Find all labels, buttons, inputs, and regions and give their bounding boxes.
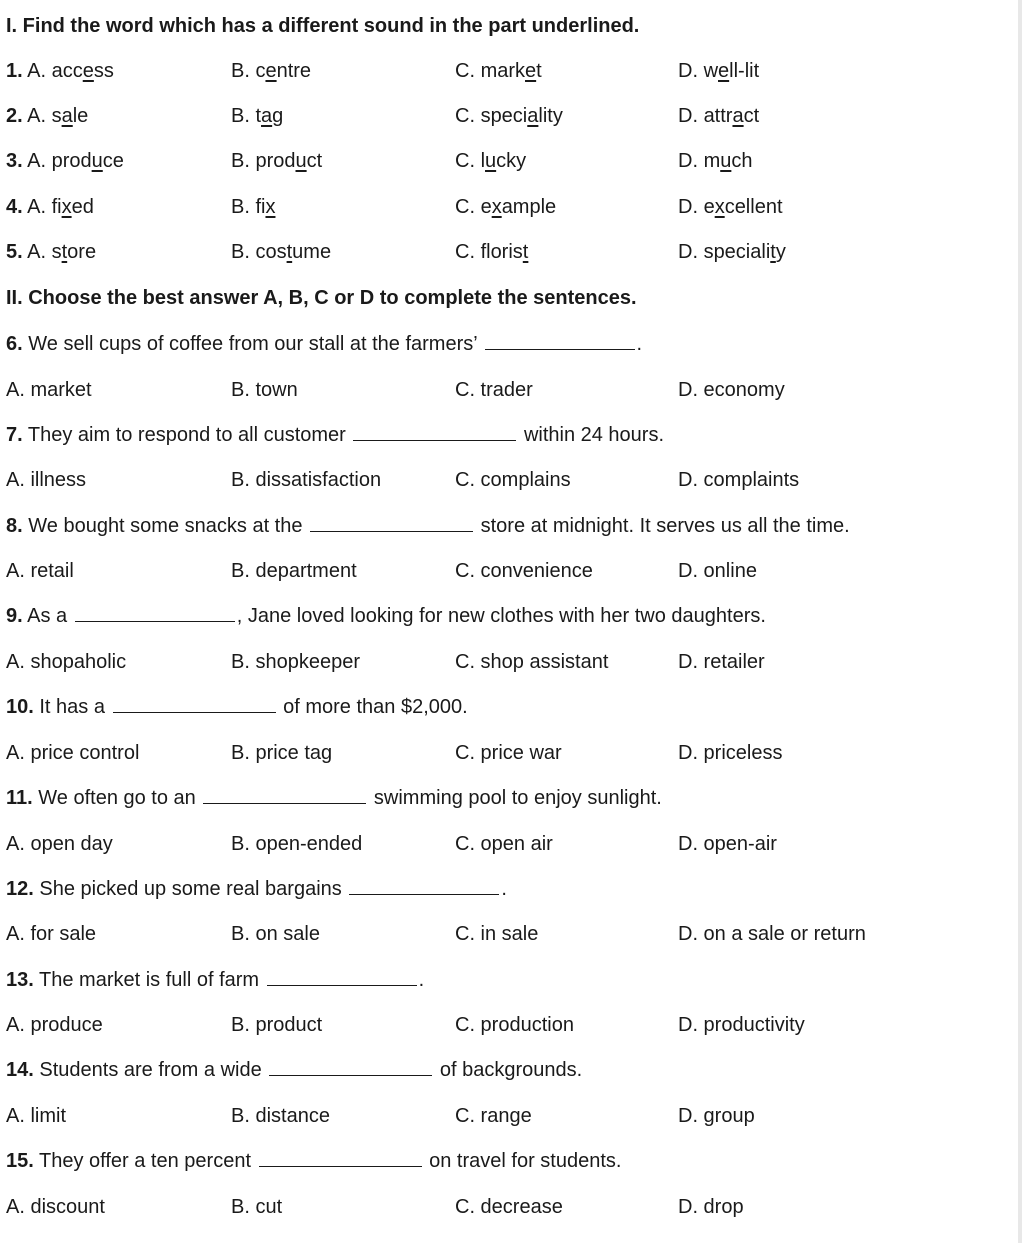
- answer-option[interactable]: A. discount: [6, 1196, 105, 1218]
- word-part: ct: [306, 150, 323, 172]
- option-letter: D.: [678, 60, 698, 82]
- answer-option[interactable]: D. drop: [678, 1196, 744, 1218]
- answer-option[interactable]: [455, 57, 542, 85]
- answer-blank[interactable]: [259, 1148, 422, 1167]
- answer-option[interactable]: D. retailer: [678, 651, 765, 673]
- option-letter: B.: [231, 105, 250, 127]
- word-part: ss: [93, 60, 114, 82]
- sentence-text-after: .: [636, 333, 643, 355]
- option-letter: B.: [231, 196, 250, 218]
- answer-option[interactable]: [6, 238, 96, 266]
- word-part: ntre: [276, 60, 312, 82]
- answer-option[interactable]: B. open-ended: [231, 833, 363, 855]
- answer-option[interactable]: [455, 193, 556, 221]
- option-letter: A.: [27, 241, 47, 263]
- answer-option[interactable]: [455, 102, 563, 130]
- answer-options-row: [6, 1011, 1006, 1039]
- word-part: w: [703, 60, 719, 82]
- word-part: fi: [51, 196, 62, 218]
- pronunciation-question-row: [6, 147, 1006, 175]
- question-sentence: [6, 512, 1006, 540]
- word-part: s: [51, 105, 62, 127]
- answer-option[interactable]: B. cut: [231, 1196, 283, 1218]
- option-letter: A.: [27, 196, 47, 218]
- answer-option[interactable]: A. for sale: [6, 923, 97, 945]
- underlined-letter: e: [525, 60, 537, 82]
- word-part: y: [775, 241, 786, 263]
- answer-option[interactable]: D. online: [678, 560, 757, 582]
- word-part: speciali: [703, 241, 771, 263]
- underlined-letter: e: [265, 60, 277, 82]
- question-number: 1.: [6, 60, 23, 82]
- sentence-text-after: .: [501, 878, 507, 900]
- word-part: ct: [743, 105, 760, 127]
- underlined-letter: a: [527, 105, 539, 127]
- answer-option[interactable]: [6, 102, 88, 130]
- answer-option[interactable]: [678, 193, 783, 221]
- word-part: g: [272, 105, 284, 127]
- word-part: ll-lit: [729, 60, 760, 82]
- option-letter: C.: [455, 60, 475, 82]
- word-part: t: [536, 60, 542, 82]
- question-sentence: [6, 966, 1006, 994]
- question-number: 4.: [6, 196, 23, 218]
- answer-option[interactable]: [6, 147, 124, 175]
- question-number: 5.: [6, 241, 23, 263]
- question-sentence: [6, 421, 1006, 449]
- word-part: c: [255, 60, 266, 82]
- answer-option[interactable]: A. shopaholic: [6, 651, 127, 673]
- answer-option[interactable]: [231, 193, 275, 221]
- sentence-text-after: .: [418, 969, 425, 991]
- word-part: cos: [255, 241, 287, 263]
- word-part: speci: [480, 105, 528, 127]
- sentence-text-before: Students are from a wide: [39, 1059, 262, 1081]
- question-sentence: [6, 784, 1006, 812]
- word-part: ume: [292, 241, 332, 263]
- word-part: acc: [51, 60, 83, 82]
- word-part: cky: [496, 150, 527, 172]
- option-letter: B.: [231, 150, 250, 172]
- sentence-text-before: It has a: [39, 696, 105, 718]
- answer-option[interactable]: [678, 147, 752, 175]
- answer-option[interactable]: [231, 147, 322, 175]
- underlined-letter: u: [295, 150, 307, 172]
- answer-blank[interactable]: [203, 785, 366, 804]
- word-part: attr: [703, 105, 733, 127]
- answer-option[interactable]: [455, 147, 526, 175]
- option-letter: C.: [455, 105, 475, 127]
- question-sentence: [6, 693, 1006, 721]
- answer-option[interactable]: C. decrease: [455, 1196, 563, 1218]
- word-part: t: [255, 105, 262, 127]
- answer-option[interactable]: C. in sale: [455, 923, 539, 945]
- answer-option[interactable]: D. on a sale or return: [678, 923, 866, 945]
- underlined-letter: u: [485, 150, 497, 172]
- answer-option[interactable]: [678, 57, 759, 85]
- underlined-letter: e: [718, 60, 730, 82]
- section-2-heading: II. Choose the best answer A, B, C or D to complete the sentences.: [6, 287, 637, 309]
- pronunciation-question-row: [6, 193, 1006, 221]
- sentence-text-before: The market is full of farm: [39, 969, 260, 991]
- answer-blank[interactable]: [349, 876, 499, 895]
- underlined-letter: a: [261, 105, 273, 127]
- word-part: ed: [71, 196, 94, 218]
- answer-option[interactable]: C. range: [455, 1105, 532, 1127]
- word-part: cellent: [724, 196, 783, 218]
- answer-option[interactable]: B. product: [231, 1014, 323, 1036]
- answer-options-row: [6, 557, 1006, 585]
- answer-option[interactable]: A. retail: [6, 560, 74, 582]
- option-letter: C.: [455, 150, 475, 172]
- word-part: le: [72, 105, 89, 127]
- answer-option[interactable]: C. trader: [455, 379, 533, 401]
- word-part: ore: [67, 241, 97, 263]
- underlined-letter: t: [286, 241, 293, 263]
- answer-options-row: [6, 739, 1006, 767]
- question-sentence: [6, 330, 1006, 358]
- sentence-text-before: As a: [27, 605, 68, 627]
- answer-option[interactable]: A. illness: [6, 469, 87, 491]
- pronunciation-question-row: [6, 57, 1006, 85]
- answer-blank[interactable]: [269, 1057, 432, 1076]
- sentence-text-before: They aim to respond to all customer: [27, 424, 346, 446]
- section-1-heading: I. Find the word which has a different sound in the part underlined.: [6, 15, 640, 37]
- sentence-text-after: store at midnight. It serves us all the time.: [480, 515, 850, 537]
- answer-option[interactable]: [678, 238, 786, 266]
- underlined-letter: x: [714, 196, 725, 218]
- answer-option[interactable]: C. convenience: [455, 560, 593, 582]
- option-letter: D.: [678, 105, 698, 127]
- word-part: ample: [501, 196, 557, 218]
- answer-options-row: [6, 648, 1006, 676]
- underlined-letter: t: [770, 241, 776, 263]
- answer-option[interactable]: B. town: [231, 379, 298, 401]
- question-number: 8.: [6, 515, 23, 537]
- answer-option[interactable]: A. price control: [6, 742, 140, 764]
- question-sentence: [6, 602, 1006, 630]
- option-letter: A.: [27, 150, 47, 172]
- answer-option[interactable]: C. complains: [455, 469, 571, 491]
- answer-option[interactable]: D. priceless: [678, 742, 783, 764]
- sentence-text-after: of more than $2,000.: [283, 696, 468, 718]
- page-edge-divider: [1018, 0, 1022, 1243]
- sentence-text-after: on travel for students.: [429, 1150, 622, 1172]
- answer-option[interactable]: D. complaints: [678, 469, 800, 491]
- underlined-letter: a: [61, 105, 73, 127]
- word-part: floris: [480, 241, 523, 263]
- word-part: ce: [102, 150, 124, 172]
- answer-option[interactable]: B. shopkeeper: [231, 651, 360, 673]
- answer-options-row: [6, 1102, 1006, 1130]
- answer-option[interactable]: [231, 238, 331, 266]
- answer-option[interactable]: [6, 57, 114, 85]
- answer-option[interactable]: C. production: [455, 1014, 574, 1036]
- answer-option[interactable]: B. on sale: [231, 923, 320, 945]
- question-number: 2.: [6, 105, 23, 127]
- word-part: prod: [51, 150, 92, 172]
- sentence-text-after: within 24 hours.: [523, 424, 665, 446]
- underlined-letter: x: [491, 196, 502, 218]
- option-letter: A.: [27, 105, 47, 127]
- word-part: lity: [538, 105, 563, 127]
- option-letter: D.: [678, 196, 698, 218]
- answer-blank[interactable]: [353, 422, 516, 441]
- underlined-letter: u: [720, 150, 732, 172]
- underlined-letter: u: [91, 150, 103, 172]
- question-number: 10.: [6, 696, 34, 718]
- underlined-letter: t: [61, 241, 68, 263]
- answer-option[interactable]: A. produce: [6, 1014, 103, 1036]
- answer-option[interactable]: A. limit: [6, 1105, 66, 1127]
- word-part: m: [703, 150, 721, 172]
- answer-option[interactable]: B. dissatisfaction: [231, 469, 382, 491]
- question-number: 9.: [6, 605, 23, 627]
- sentence-text-after: , Jane loved looking for new clothes with her two daughters.: [236, 605, 766, 627]
- question-sentence: [6, 875, 1006, 903]
- sentence-text-before: She picked up some real bargains: [39, 878, 342, 900]
- answer-option[interactable]: [678, 102, 759, 130]
- sentence-text-before: They offer a ten percent: [39, 1150, 251, 1172]
- sentence-text-before: We often go to an: [38, 787, 196, 809]
- underlined-letter: e: [82, 60, 94, 82]
- word-part: e: [480, 196, 492, 218]
- answer-blank[interactable]: [310, 513, 473, 532]
- answer-option[interactable]: D. productivity: [678, 1014, 805, 1036]
- word-part: fi: [255, 196, 266, 218]
- answer-option[interactable]: B. price tag: [231, 742, 333, 764]
- answer-options-row: [6, 830, 1006, 858]
- option-letter: B.: [231, 60, 250, 82]
- question-number: 11.: [6, 787, 33, 809]
- answer-option[interactable]: [231, 57, 311, 85]
- word-part: l: [480, 150, 486, 172]
- answer-options-row: [6, 376, 1006, 404]
- option-letter: C.: [455, 241, 475, 263]
- answer-option[interactable]: C. open air: [455, 833, 553, 855]
- word-part: e: [703, 196, 715, 218]
- sentence-text-before: We bought some snacks at the: [28, 515, 303, 537]
- answer-option[interactable]: C. shop assistant: [455, 651, 609, 673]
- answer-option[interactable]: D. group: [678, 1105, 755, 1127]
- answer-option[interactable]: C. price war: [455, 742, 562, 764]
- option-letter: B.: [231, 241, 250, 263]
- pronunciation-question-row: [6, 238, 1006, 266]
- answer-options-row: [6, 920, 1006, 948]
- answer-blank[interactable]: [75, 603, 235, 622]
- sentence-text-after: swimming pool to enjoy sunlight.: [373, 787, 662, 809]
- underlined-letter: x: [61, 196, 72, 218]
- answer-option[interactable]: A. market: [6, 379, 92, 401]
- option-letter: D.: [678, 241, 698, 263]
- answer-option[interactable]: D. economy: [678, 379, 785, 401]
- word-part: prod: [255, 150, 296, 172]
- answer-option[interactable]: A. open day: [6, 833, 113, 855]
- word-part: s: [51, 241, 62, 263]
- underlined-letter: t: [522, 241, 529, 263]
- underlined-letter: a: [732, 105, 744, 127]
- answer-option[interactable]: [6, 193, 94, 221]
- answer-blank[interactable]: [485, 331, 635, 350]
- answer-blank[interactable]: [267, 967, 417, 986]
- answer-options-row: [6, 466, 1006, 494]
- answer-option[interactable]: [231, 102, 283, 130]
- option-letter: A.: [27, 60, 47, 82]
- question-number: 14.: [6, 1059, 34, 1081]
- sentence-text-after: of backgrounds.: [439, 1059, 583, 1081]
- question-number: 6.: [6, 333, 23, 355]
- question-number: 3.: [6, 150, 23, 172]
- question-number: 7.: [6, 424, 23, 446]
- question-number: 13.: [6, 969, 34, 991]
- word-part: ch: [731, 150, 753, 172]
- answer-option[interactable]: B. distance: [231, 1105, 330, 1127]
- word-part: mark: [480, 60, 526, 82]
- answer-option[interactable]: [455, 238, 528, 266]
- pronunciation-question-row: [6, 102, 1006, 130]
- sentence-text-before: We sell cups of coffee from our stall at the farmers’: [28, 333, 477, 355]
- question-sentence: [6, 1147, 1006, 1175]
- underlined-letter: x: [265, 196, 276, 218]
- question-number: 15.: [6, 1150, 34, 1172]
- option-letter: D.: [678, 150, 698, 172]
- answer-options-row: [6, 1193, 1006, 1221]
- answer-option[interactable]: B. department: [231, 560, 357, 582]
- answer-blank[interactable]: [113, 694, 276, 713]
- option-letter: C.: [455, 196, 475, 218]
- answer-option[interactable]: D. open-air: [678, 833, 777, 855]
- question-sentence: [6, 1056, 1006, 1084]
- question-number: 12.: [6, 878, 34, 900]
